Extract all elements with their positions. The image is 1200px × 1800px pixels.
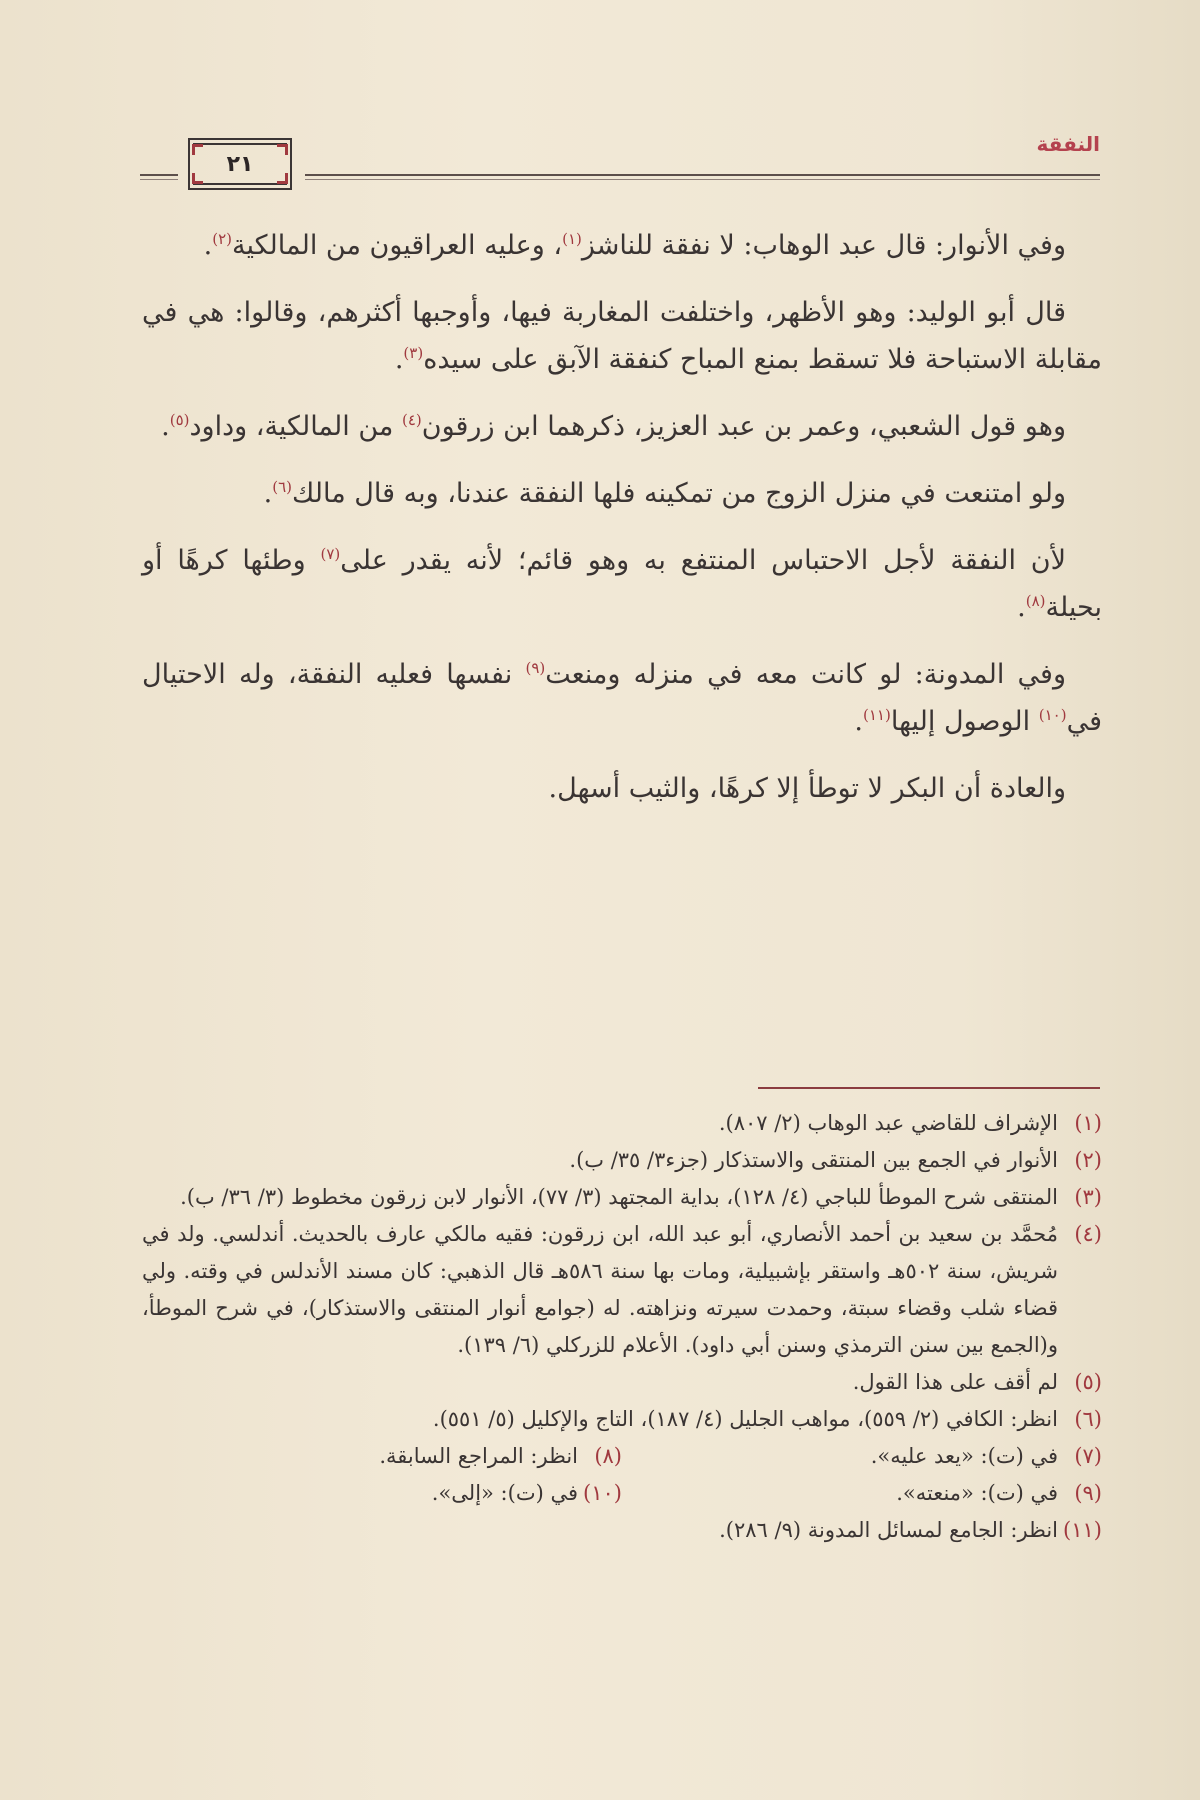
paragraph bbox=[142, 289, 1102, 383]
footnote-text: في (ت): «إلى». bbox=[431, 1481, 578, 1505]
text-segment: وطئها كرهًا أو بحيلة bbox=[142, 545, 1102, 623]
footnote-item bbox=[622, 1438, 1102, 1475]
footnote-pair-row bbox=[142, 1438, 1102, 1475]
footnote-number: (٥) bbox=[1074, 1370, 1102, 1394]
footnote-ref[interactable]: (٥) bbox=[169, 411, 190, 429]
footnote-ref[interactable]: (٤) bbox=[401, 411, 422, 429]
paragraph bbox=[142, 651, 1102, 745]
footnote-item bbox=[142, 1216, 1102, 1364]
footnote-item bbox=[142, 1364, 1102, 1401]
frame-corner-ornament bbox=[277, 173, 288, 184]
footnote-number: (٨) bbox=[594, 1444, 622, 1468]
text-segment: من المالكية، وداود bbox=[189, 411, 402, 442]
text-segment: . bbox=[263, 478, 273, 509]
footnote-item bbox=[142, 1475, 622, 1512]
text-segment: . bbox=[1017, 592, 1026, 623]
footnote-item bbox=[142, 1438, 622, 1475]
footnote-number: (١٠) bbox=[583, 1481, 622, 1505]
footnote-ref[interactable]: (١) bbox=[562, 230, 582, 248]
text-segment: . bbox=[203, 230, 213, 261]
paragraph bbox=[142, 222, 1102, 269]
footnote-text: المنتقى شرح الموطأ للباجي (٤/ ١٢٨)، بداية المجتهد (٣/ ٧٧)، الأنوار لابن زرقون مخطوط (٣/ ٣٦/ ب). bbox=[180, 1185, 1058, 1209]
footnote-number: (٩) bbox=[1074, 1481, 1102, 1505]
footnote-text: الإشراف للقاضي عبد الوهاب (٢/ ٨٠٧). bbox=[718, 1111, 1058, 1135]
footnote-text: لم أقف على هذا القول. bbox=[852, 1370, 1058, 1394]
footnote-ref[interactable]: (١١) bbox=[863, 706, 891, 724]
footnote-text: انظر: الكافي (٢/ ٥٥٩)، مواهب الجليل (٤/ ١٨٧)، التاج والإكليل (٥/ ٥٥١). bbox=[432, 1407, 1058, 1431]
footnote-number: (١) bbox=[1074, 1111, 1102, 1135]
footnote-number: (٢) bbox=[1074, 1148, 1102, 1172]
footnote-text: انظر: المراجع السابقة. bbox=[379, 1444, 578, 1468]
page-number: ٢١ bbox=[226, 151, 254, 177]
running-title: النفقة bbox=[1036, 132, 1100, 156]
frame-corner-ornament bbox=[192, 144, 203, 155]
footnote-ref[interactable]: (٩) bbox=[525, 659, 546, 677]
text-segment: نفسها فعليه النفقة، وله الاحتيال في bbox=[142, 659, 1102, 737]
text-segment: ولو امتنعت في منزل الزوج من تمكينه فلها النفقة عندنا، وبه قال مالك bbox=[292, 478, 1066, 509]
text-segment: . bbox=[161, 411, 170, 442]
footnote-ref[interactable]: (٢) bbox=[212, 230, 232, 248]
footnote-item bbox=[142, 1105, 1102, 1142]
footnote-text: في (ت): «يعد عليه». bbox=[870, 1444, 1058, 1468]
footnote-pair-row bbox=[142, 1475, 1102, 1512]
paragraph bbox=[142, 470, 1102, 517]
text-segment: . bbox=[394, 344, 404, 375]
header-rule-short bbox=[140, 174, 178, 180]
text-segment: وفي الأنوار: قال عبد الوهاب: لا نفقة للناشز bbox=[581, 230, 1066, 261]
footnote-number: (١١) bbox=[1063, 1518, 1102, 1542]
footnotes bbox=[142, 1105, 1102, 1549]
frame-corner-ornament bbox=[277, 144, 288, 155]
text-segment: وهو قول الشعبي، وعمر بن عبد العزيز، ذكرهما ابن زرقون bbox=[421, 411, 1066, 442]
paragraph bbox=[142, 403, 1102, 450]
page-number-frame bbox=[188, 138, 292, 190]
frame-corner-ornament bbox=[192, 173, 203, 184]
footnote-item bbox=[622, 1475, 1102, 1512]
paragraph bbox=[142, 765, 1102, 812]
footnote-number: (٣) bbox=[1074, 1185, 1102, 1209]
footnote-text: انظر: الجامع لمسائل المدونة (٩/ ٢٨٦). bbox=[719, 1518, 1058, 1542]
footnote-ref[interactable]: (٧) bbox=[320, 545, 341, 563]
footnote-number: (٦) bbox=[1074, 1407, 1102, 1431]
footnote-number: (٧) bbox=[1074, 1444, 1102, 1468]
page-number-inner-frame bbox=[193, 143, 287, 185]
main-text bbox=[142, 222, 1102, 832]
footnote-ref[interactable]: (١٠) bbox=[1038, 706, 1067, 724]
footnote-ref[interactable]: (٣) bbox=[403, 344, 424, 362]
footnote-item bbox=[142, 1142, 1102, 1179]
text-segment: وفي المدونة: لو كانت معه في منزله ومنعت bbox=[545, 659, 1066, 690]
text-segment: . bbox=[854, 706, 863, 737]
footnote-number: (٤) bbox=[1074, 1222, 1102, 1246]
text-segment: ، وعليه العراقيون من المالكية bbox=[232, 230, 563, 261]
footnote-separator bbox=[758, 1087, 1100, 1089]
footnote-item bbox=[142, 1179, 1102, 1216]
text-segment: قال أبو الوليد: وهو الأظهر، واختلفت المغاربة فيها، وأوجبها أكثرهم، وقالوا: هي في مقابلة الاستباحة فلا تسقط بمنع المباح كنفقة الآبق على سيده bbox=[142, 297, 1102, 375]
header-rule bbox=[305, 174, 1100, 180]
paragraph bbox=[142, 537, 1102, 631]
footnote-item bbox=[142, 1512, 1102, 1549]
footnote-item bbox=[142, 1401, 1102, 1438]
page-header bbox=[140, 130, 1100, 190]
footnote-ref[interactable]: (٦) bbox=[272, 478, 293, 496]
text-segment: الوصول إليها bbox=[890, 706, 1039, 737]
footnote-text: في (ت): «منعته». bbox=[896, 1481, 1058, 1505]
footnote-text: الأنوار في الجمع بين المنتقى والاستذكار (جزء٣/ ٣٥/ ب). bbox=[569, 1148, 1058, 1172]
footnote-ref[interactable]: (٨) bbox=[1025, 592, 1046, 610]
text-segment: والعادة أن البكر لا توطأ إلا كرهًا، والثيب أسهل. bbox=[548, 773, 1066, 804]
text-segment: لأن النفقة لأجل الاحتباس المنتفع به وهو قائم؛ لأنه يقدر على bbox=[340, 545, 1066, 576]
footnote-text: مُحمَّد بن سعيد بن أحمد الأنصاري، أبو عبد الله، ابن زرقون: فقيه مالكي عارف بالحديث. أندلسي. ولد في شريش، سنة ٥٠٢هـ واستقر بإشبيلية، ومات بها سنة ٥٨٦هـ قال الذهبي: كان مسند الأندلس في وقته. ولي قضاء شلب وقضاء سبتة، وحمدت سيرته ونزاهته. له (جوامع أنوار المنتقى والاستذكار)، في شرح الموطأ، و(الجمع بين سنن الترمذي وسنن أبي داود). الأعلام للزركلي (٦/ ١٣٩). bbox=[142, 1222, 1058, 1357]
